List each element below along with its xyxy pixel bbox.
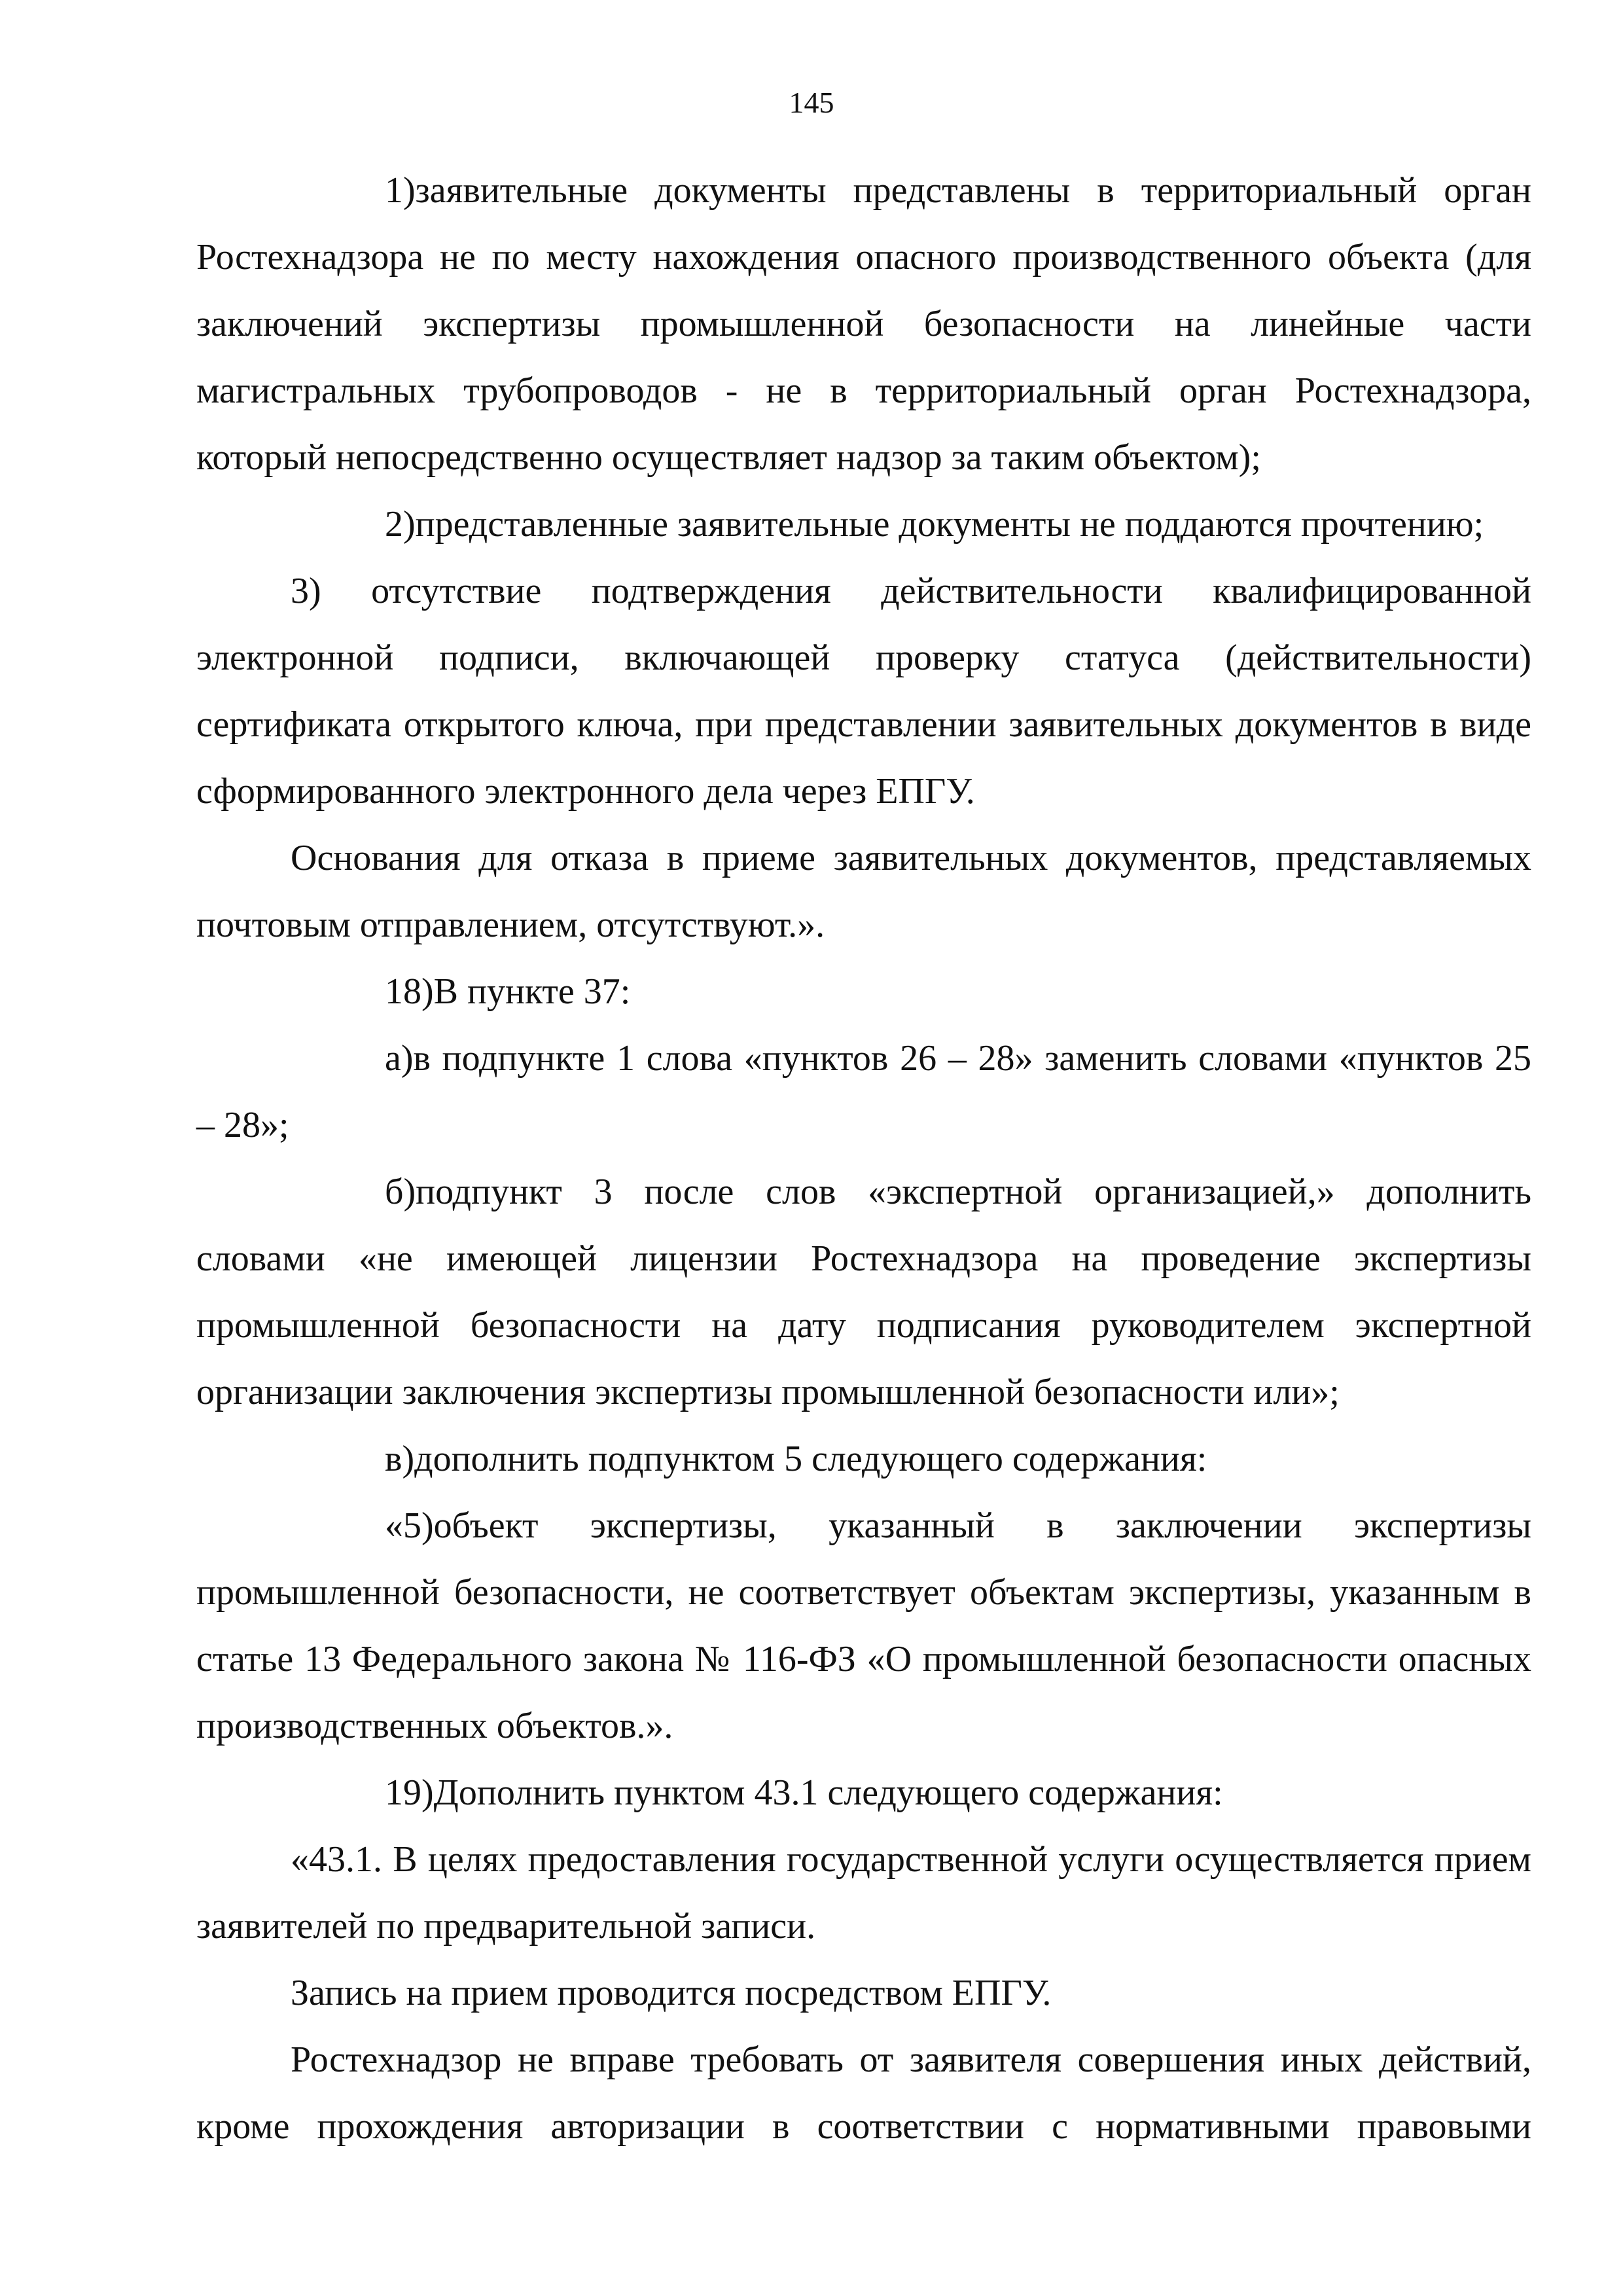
paragraph-item-18 <box>196 958 1531 1025</box>
item-number: 19) <box>385 1772 434 1813</box>
paragraph-text: дополнить подпунктом 5 следующего содержания: <box>414 1439 1207 1479</box>
paragraph-text: В пункте 37: <box>433 971 631 1012</box>
paragraph-text: представленные заявительные документы не поддаются прочтению; <box>415 504 1484 545</box>
item-number: 3) <box>291 571 321 611</box>
paragraph-postal-note <box>196 825 1531 958</box>
item-number: б) <box>385 1172 416 1212</box>
paragraph-text: объект экспертизы, указанный в заключении экспертизы промышленной безопасности, не соответствует объектам экспертизы, указанным в статье 13 Федерального закона № 116-ФЗ «О промышленной безопасности опасных производственных объектов.». <box>196 1505 1531 1746</box>
paragraph-item-3 <box>196 558 1531 825</box>
page-number: 145 <box>789 86 834 119</box>
document-body <box>196 157 1531 2160</box>
paragraph-text: Дополнить пунктом 43.1 следующего содержания: <box>433 1772 1223 1813</box>
paragraph-text: в подпункте 1 слова «пунктов 26 – 28» заменить словами «пунктов 25 – 28»; <box>196 1038 1531 1145</box>
item-number: 1) <box>385 170 416 211</box>
paragraph-subitem-b <box>196 1158 1531 1426</box>
item-number: 18) <box>385 971 434 1012</box>
item-number: в) <box>385 1439 415 1479</box>
item-number: а) <box>385 1038 414 1079</box>
paragraph-text: заявительные документы представлены в территориальный орган Ростехнадзора не по месту нахождения опасного производственного объекта (для заключений экспертизы промышленной безопасности на линейные части магистральных трубопроводов - не в территориальный орган Ростехнадзора, который непосредственно осуществляет надзор за таким объектом); <box>196 170 1531 478</box>
paragraph-text: отсутствие подтверждения действительности квалифицированной электронной подписи, включающей проверку статуса (действительности) сертификата открытого ключа, при представлении заявительных документов в виде сформированного электронного дела через ЕПГУ. <box>196 571 1531 812</box>
paragraph-43-1 <box>196 1826 1531 1960</box>
paragraph-text: Запись на прием проводится посредством ЕПГУ. <box>291 1973 1052 2013</box>
paragraph-rostekhnadzor-requirements <box>196 2026 1531 2160</box>
paragraph-subitem-5 <box>196 1492 1531 1759</box>
paragraph-subitem-v <box>196 1426 1531 1492</box>
paragraph-text: Основания для отказа в приеме заявительных документов, представляемых почтовым отправлением, отсутствуют.». <box>196 838 1531 945</box>
paragraph-item-1 <box>196 157 1531 491</box>
paragraph-appointment <box>196 1960 1531 2026</box>
paragraph-subitem-a <box>196 1025 1531 1158</box>
paragraph-text: Ростехнадзор не вправе требовать от заявителя совершения иных действий, кроме прохождения авторизации в соответствии с нормативными правовыми <box>196 2039 1531 2147</box>
paragraph-text: подпункт 3 после слов «экспертной организацией,» дополнить словами «не имеющей лицензии Ростехнадзора на проведение экспертизы промышленной безопасности на дату подписания руководителем экспертной организации заключения экспертизы промышленной безопасности или»; <box>196 1172 1531 1412</box>
paragraph-item-2 <box>196 491 1531 558</box>
item-number: «5) <box>385 1505 434 1546</box>
paragraph-item-19 <box>196 1759 1531 1826</box>
paragraph-text: «43.1. В целях предоставления государственной услуги осуществляется прием заявителей по предварительной записи. <box>196 1839 1531 1946</box>
item-number: 2) <box>385 504 416 545</box>
